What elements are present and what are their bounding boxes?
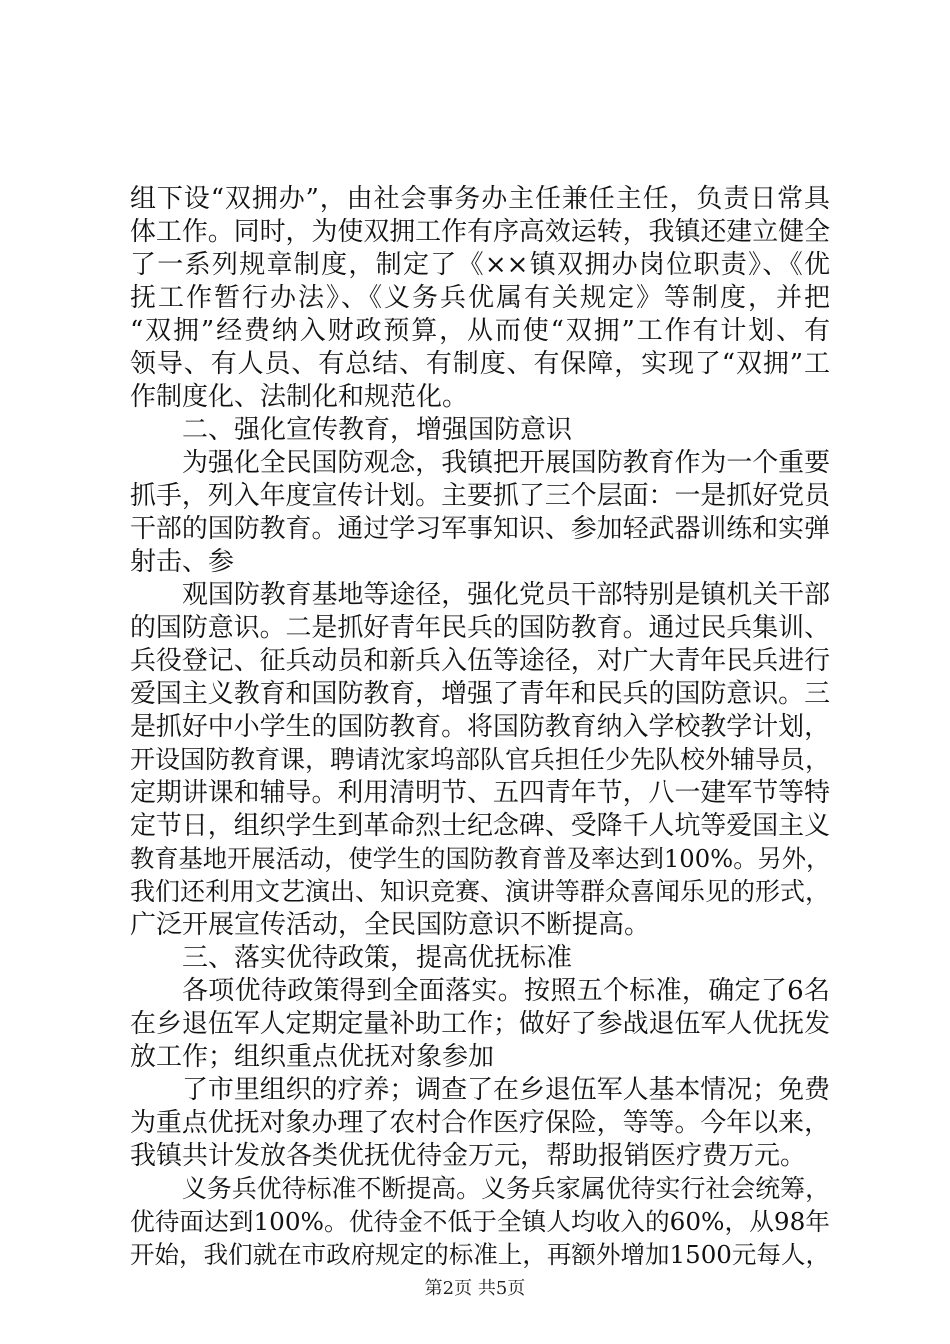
text-line: 作制度化、法制化和规范化。 (130, 382, 469, 412)
text-line: 我镇共计发放各类优抚优待金万元，帮助报销医疗费万元。 (130, 1141, 807, 1171)
text-line: 组下设“双拥办”，由社会事务办主任兼任主任，负责日常具 (130, 184, 830, 214)
text-line: 放工作；组织重点优抚对象参加 (130, 1042, 495, 1072)
text-line: 为强化全民国防观念，我镇把开展国防教育作为一个重要 (182, 448, 830, 478)
text-line: 了市里组织的疗养；调查了在乡退伍军人基本情况；免费 (182, 1075, 830, 1105)
text-line: 爱国主义教育和国防教育，增强了青年和民兵的国防意识。三 (130, 679, 830, 709)
text-line: 定节日，组织学生到革命烈士纪念碑、受降千人坑等爱国主义 (130, 811, 830, 841)
section-heading: 二、强化宣传教育，增强国防意识 (182, 415, 573, 445)
text-line: 抚工作暂行办法》、《义务兵优属有关规定》等制度，并把 (130, 283, 830, 313)
text-line: 各项优待政策得到全面落实。按照五个标准，确定了6名 (182, 976, 830, 1006)
text-line: 观国防教育基地等途径，强化党员干部特别是镇机关干部 (182, 580, 830, 610)
text-line: 在乡退伍军人定期定量补助工作；做好了参战退伍军人优抚发 (130, 1009, 830, 1039)
text-line: 干部的国防教育。通过学习军事知识、参加轻武器训练和实弹 (130, 514, 830, 544)
text-line: 兵役登记、征兵动员和新兵入伍等途径，对广大青年民兵进行 (130, 646, 830, 676)
text-line: 的国防意识。二是抓好青年民兵的国防教育。通过民兵集训、 (130, 613, 830, 643)
text-line: 是抓好中小学生的国防教育。将国防教育纳入学校教学计划， (130, 712, 830, 742)
section-heading: 三、落实优待政策，提高优抚标准 (182, 943, 573, 973)
text-line: 我们还利用文艺演出、知识竞赛、演讲等群众喜闻乐见的形式， (130, 877, 831, 906)
text-line: 体工作。同时，为使双拥工作有序高效运转，我镇还建立健全 (130, 217, 830, 247)
text-line: 义务兵优待标准不断提高。义务兵家属优待实行社会统筹， (182, 1174, 830, 1203)
text-line: 优待面达到100%。优待金不低于全镇人均收入的60%，从98年 (130, 1207, 830, 1236)
text-line: 抓手，列入年度宣传计划。主要抓了三个层面：一是抓好党员 (130, 481, 830, 511)
text-line: 教育基地开展活动，使学生的国防教育普及率达到100%。另外， (130, 844, 831, 873)
text-line: 开设国防教育课，聘请沈家坞部队官兵担任少先队校外辅导员， (130, 745, 831, 774)
text-line: 了一系列规章制度，制定了《××镇双拥办岗位职责》、《优 (130, 250, 830, 280)
text-line: “双拥”经费纳入财政预算，从而使“双拥”工作有计划、有 (130, 316, 830, 346)
text-line: 射击、参 (130, 547, 235, 577)
text-line: 定期讲课和辅导。利用清明节、五四青年节，八一建军节等特 (130, 778, 830, 808)
page-footer: 第2页 共5页 (424, 1278, 526, 1299)
text-line: 广泛开展宣传活动，全民国防意识不断提高。 (130, 910, 651, 940)
text-line: 开始，我们就在市政府规定的标准上，再额外增加1500元每人， (130, 1240, 830, 1269)
text-line: 领导、有人员、有总结、有制度、有保障，实现了“双拥”工 (130, 349, 830, 379)
text-line: 为重点优抚对象办理了农村合作医疗保险，等等。今年以来， (130, 1108, 830, 1138)
